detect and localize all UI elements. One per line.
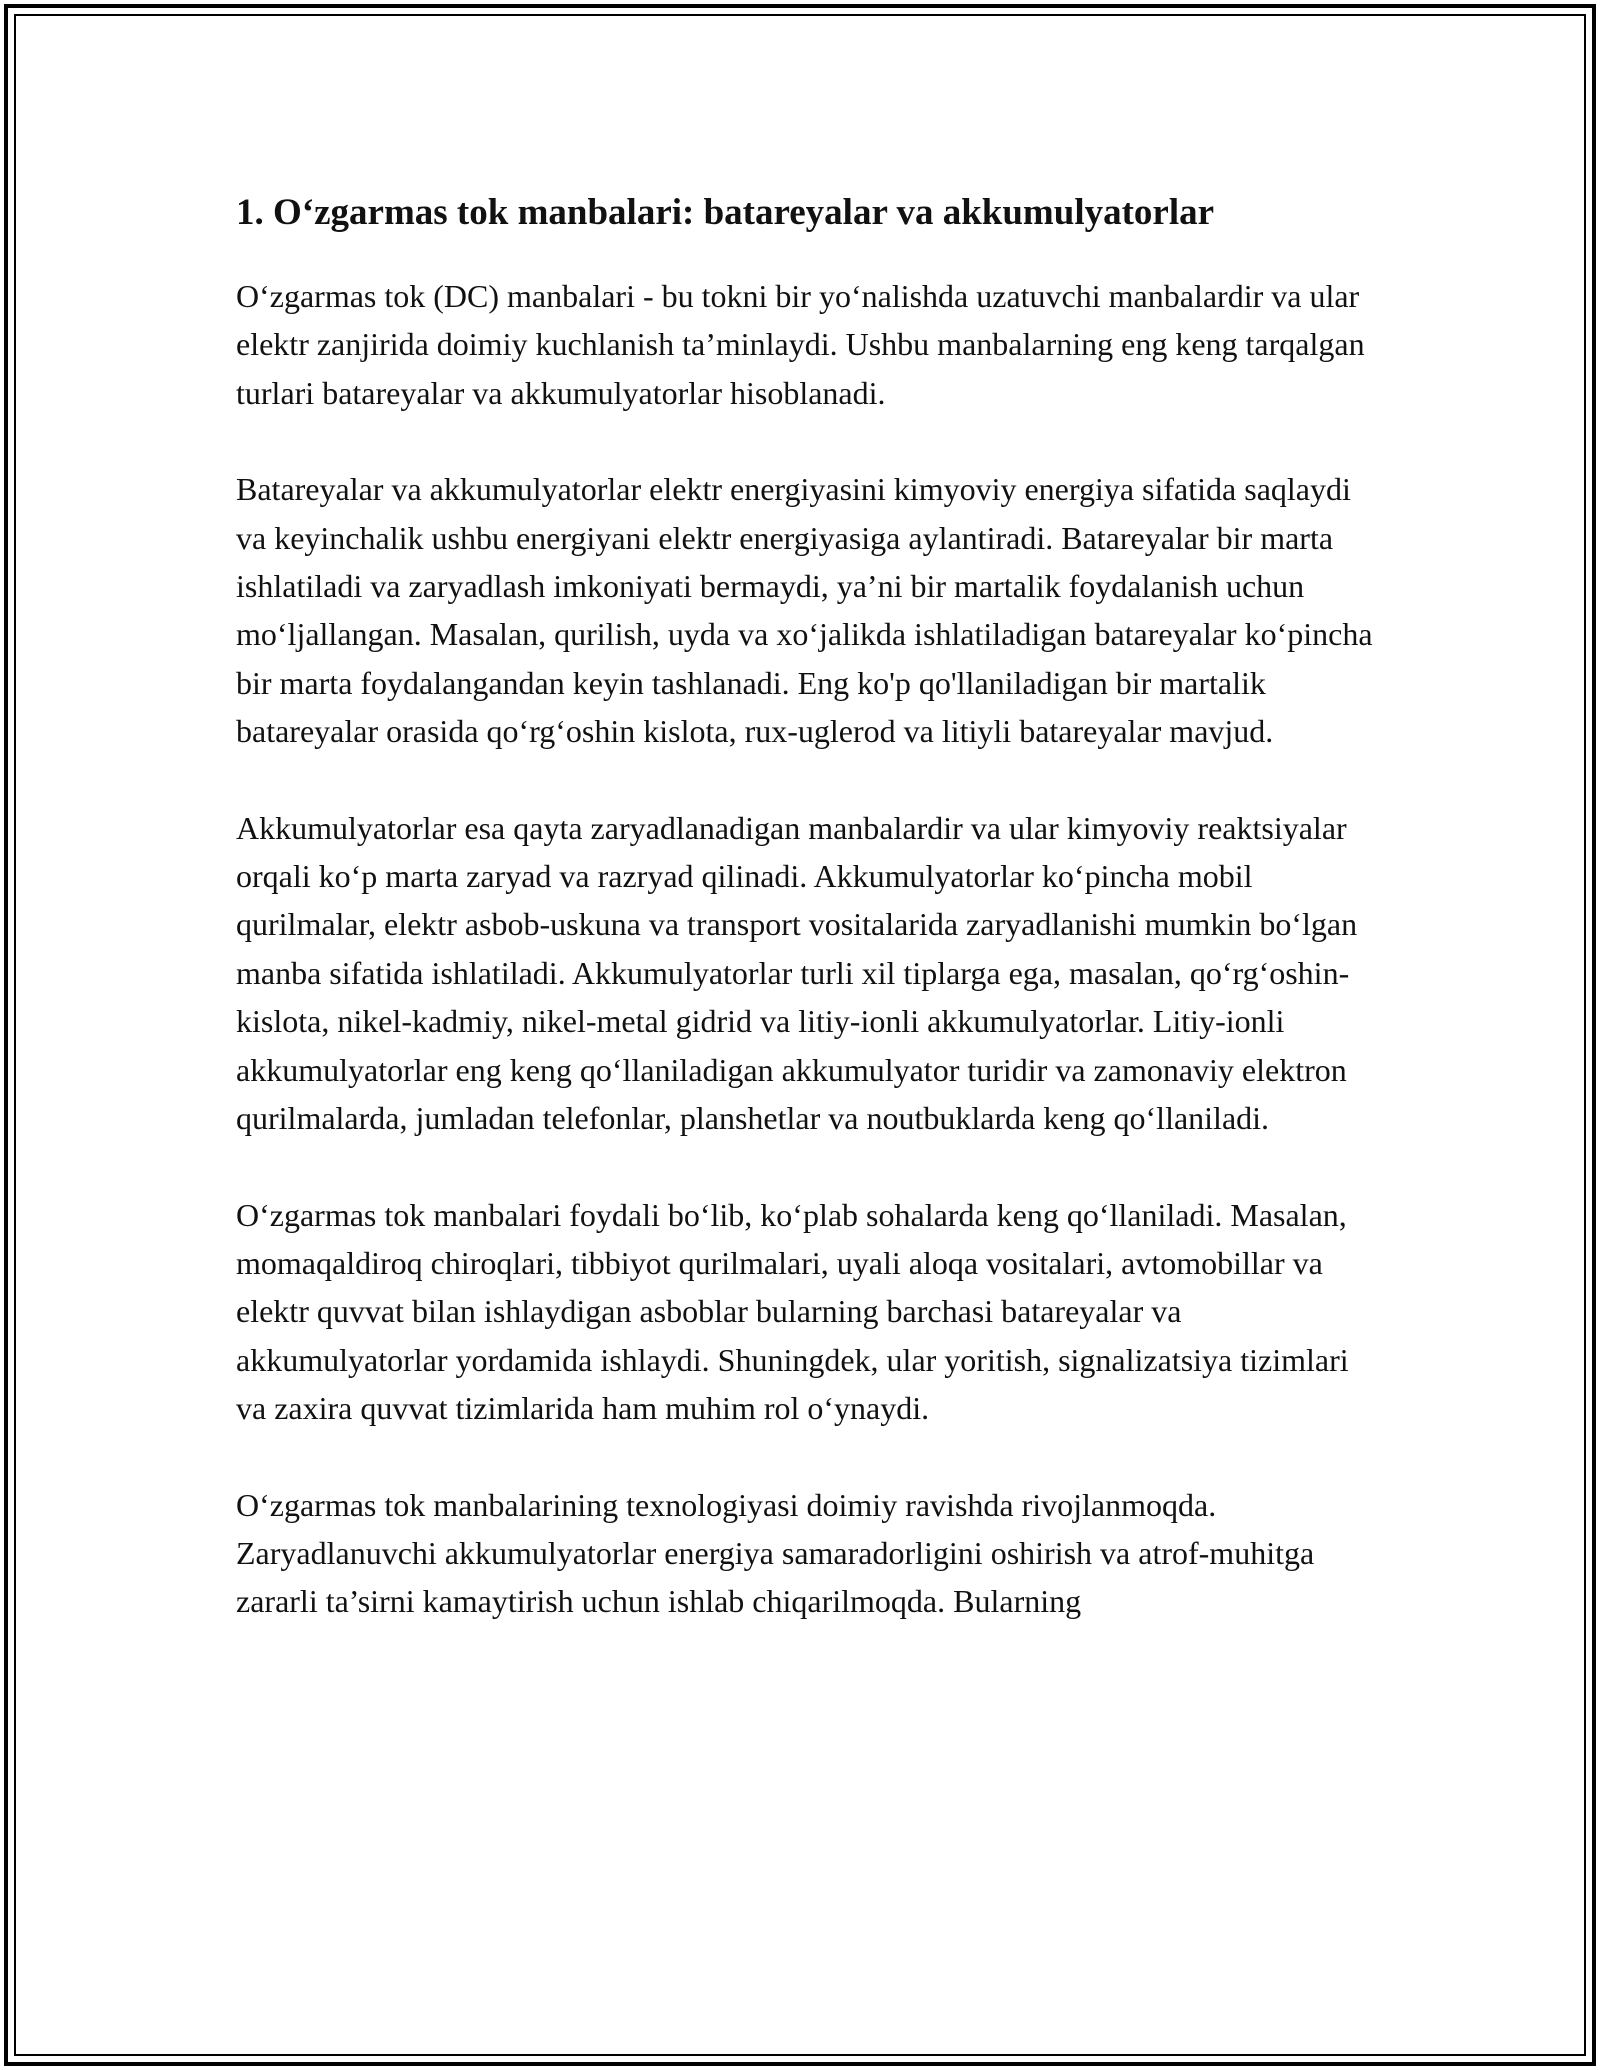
paragraph-technology: O‘zgarmas tok manbalarining texnologiyasi doimiy ravishda rivojlanmoqda. Zaryadlanuvchi akkumulyatorlar energiya samaradorligini oshirish va atrof-muhitga zararli ta’sirni kamaytirish uchun ishlab chiqarilmoqda. Bularning (236, 1486, 1315, 1620)
paragraph-dc-sources-intro: O‘zgarmas tok (DC) manbalari - bu tokni bir yo‘nalishda uzatuvchi manbalardir va ular elektr zanjirida doimiy kuchlanish ta’minlaydi. Ushbu manbalarning eng keng tarqalgan turlari batareyalar va akkumulyatorlar hisoblanadi. (236, 278, 1365, 411)
paragraph-accumulators: Akkumulyatorlar esa qayta zaryadlanadigan manbalardir va ular kimyoviy reaktsiyalar orqali ko‘p marta zaryad va razryad qilinadi. Akkumulyatorlar ko‘pincha mobil qurilmalar, elektr asbob-uskuna va transport vositalarida zaryadlanishi mumkin bo‘lgan manba sifatida ishlatiladi. Akkumulyatorlar turli xil tiplarga ega, masalan, qo‘rg‘oshin-kislota, nikel-kadmiy, nikel-metal gidrid va litiy-ionli akkumulyatorlar. Litiy-ionli akkumulyatorlar eng keng qo‘llaniladigan akkumulyator turidir va zamonaviy elektron qurilmalarda, jumladan telefonlar, planshetlar va noutbuklarda keng qo‘llaniladi. (236, 809, 1358, 1137)
document-body (236, 184, 1376, 1674)
section-heading: 1. O‘zgarmas tok manbalari: batareyalar va akkumulyatorlar (236, 192, 1215, 233)
paragraph-batteries: Batareyalar va akkumulyatorlar elektr energiyasini kimyoviy energiya sifatida saqlaydi va keyinchalik ushbu energiyani elektr energiyasiga aylantiradi. Batareyalar bir marta ishlatiladi va zaryadlash imkoniyati bermaydi, ya’ni bir martalik foydalanish uchun mo‘ljallangan. Masalan, qurilish, uyda va xo‘jalikda ishlatiladigan batareyalar ko‘pincha bir marta foydalangandan keyin tashlanadi. Eng ko'p qo'llaniladigan bir martalik batareyalar orasida qo‘rg‘oshin kislota, rux-uglerod va litiyli batareyalar mavjud. (236, 471, 1373, 750)
paragraph-applications: O‘zgarmas tok manbalari foydali bo‘lib, ko‘plab sohalarda keng qo‘llaniladi. Masalan, momaqaldiroq chiroqlari, tibbiyot qurilmalari, uyali aloqa vositalari, avtomobillar va elektr quvvat bilan ishlaydigan asboblar bularning barchasi batareyalar va akkumulyatorlar yordamida ishlaydi. Shuningdek, ular yoritish, signalizatsiya tizimlari va zaxira quvvat tizimlarida ham muhim rol o‘ynaydi. (236, 1196, 1349, 1427)
